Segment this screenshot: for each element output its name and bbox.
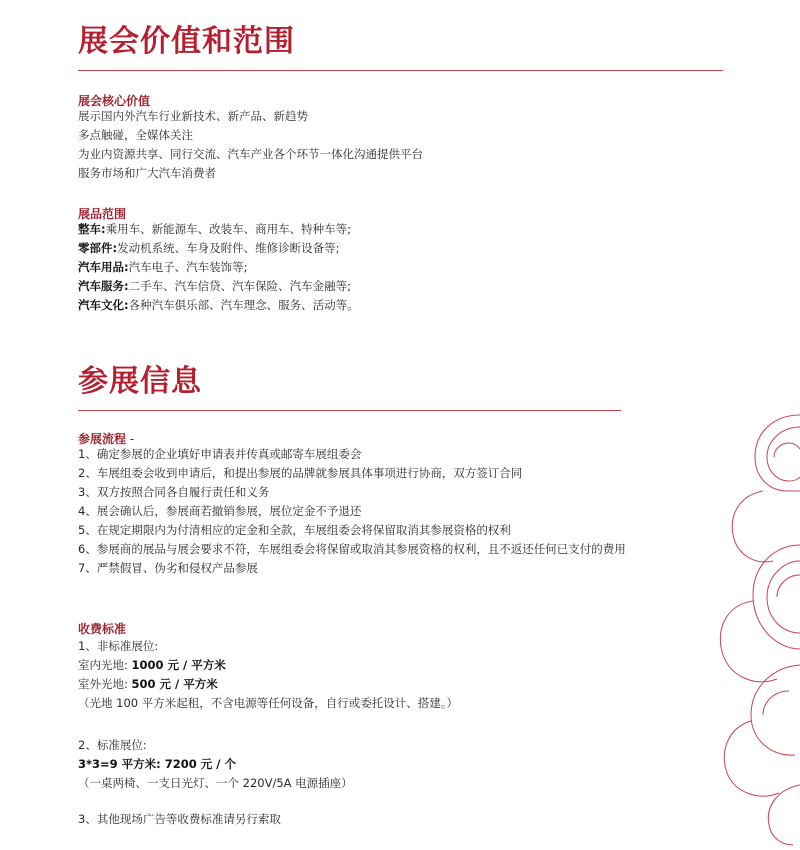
scope-list <box>78 220 359 315</box>
scope-item <box>78 239 359 258</box>
scope-text: 汽车电子、汽车装饰等; <box>128 260 248 274</box>
scope-label: 零部件: <box>78 241 118 255</box>
process-step: 6、参展商的展品与展会要求不符，车展组委会将保留或取消其参展资格的权利，且不返还任何已支付的费用 <box>78 542 626 556</box>
fees-other <box>78 810 281 829</box>
process-step: 2、车展组委会收到申请后，和提出参展的品牌就参展具体事项进行协商，双方签订合同 <box>78 466 523 480</box>
process-step: 4、展会确认后，参展商若撤销参展，展位定金不予退还 <box>78 504 362 518</box>
process-step: 5、在规定期限内为付清相应的定金和全款，车展组委会将保留取消其参展资格的权利 <box>78 523 511 537</box>
core-value-line: 为业内资源共享、同行交流、汽车产业各个环节一体化沟通提供平台 <box>78 147 423 161</box>
outdoor-price: 500 元 / 平方米 <box>131 677 218 691</box>
indoor-price: 1000 元 / 平方米 <box>131 658 226 672</box>
process-heading-suffix: - <box>126 432 135 446</box>
scope-label: 汽车服务: <box>78 279 129 293</box>
process-heading-text: 参展流程 <box>78 432 127 446</box>
indoor-label: 室内光地: <box>78 658 128 672</box>
scope-text: 二手车、汽车信贷、汽车保险、汽车金融等; <box>128 279 351 293</box>
scope-text: 乘用车、新能源车、改装车、商用车、特种车等; <box>105 222 351 236</box>
standard-title: 2、标准展位: <box>78 738 147 752</box>
cloud-swirl-decoration <box>655 405 800 850</box>
fees-heading: 收费标准 <box>78 622 127 636</box>
non-standard-title: 1、非标准展位: <box>78 639 159 653</box>
title-divider <box>78 70 723 71</box>
standard-price: 3*3=9 平方米: 7200 元 / 个 <box>78 757 236 771</box>
scope-text: 各种汽车俱乐部、汽车理念、服务、活动等。 <box>128 298 359 312</box>
core-value-line: 服务市场和广大汽车消费者 <box>78 166 216 180</box>
scope-item <box>78 258 359 277</box>
fees-non-standard <box>78 637 458 713</box>
indoor-price-row <box>78 656 458 675</box>
other-fees-line: 3、其他现场广告等收费标准请另行索取 <box>78 812 281 826</box>
scope-text: 发动机系统、车身及附件、维修诊断设备等; <box>117 241 340 255</box>
standard-note: （一桌两椅、一支日光灯、一个 220V/5A 电源插座） <box>78 776 353 790</box>
outdoor-label: 室外光地: <box>78 677 128 691</box>
outdoor-price-row <box>78 675 458 694</box>
fees-standard <box>78 736 353 793</box>
scope-label: 整车: <box>78 222 106 236</box>
scope-item <box>78 277 359 296</box>
core-value-line: 展示国内外汽车行业新技术、新产品、新趋势 <box>78 109 308 123</box>
core-value-line: 多点触碰，全媒体关注 <box>78 128 193 142</box>
scope-item <box>78 220 359 239</box>
process-step: 3、双方按照合同各自履行责任和义务 <box>78 485 270 499</box>
title-divider <box>78 410 621 411</box>
core-value-list <box>78 107 423 183</box>
process-step: 1、确定参展的企业填好申请表并传真或邮寄车展组委会 <box>78 447 362 461</box>
scope-item <box>78 296 359 315</box>
scope-label: 汽车文化: <box>78 298 129 312</box>
core-value-heading: 展会核心价值 <box>78 94 151 108</box>
scope-heading: 展品范围 <box>78 207 127 221</box>
scope-label: 汽车用品: <box>78 260 129 274</box>
process-step: 7、严禁假冒、伪劣和侵权产品参展 <box>78 561 258 575</box>
non-standard-note: （光地 100 平方米起租，不含电源等任何设备，自行或委托设计、搭建。） <box>78 696 459 710</box>
process-steps <box>78 445 626 578</box>
section-title-exhibitor-info: 参展信息 <box>78 364 202 399</box>
section-title-exhibition-value: 展会价值和范围 <box>78 24 295 59</box>
